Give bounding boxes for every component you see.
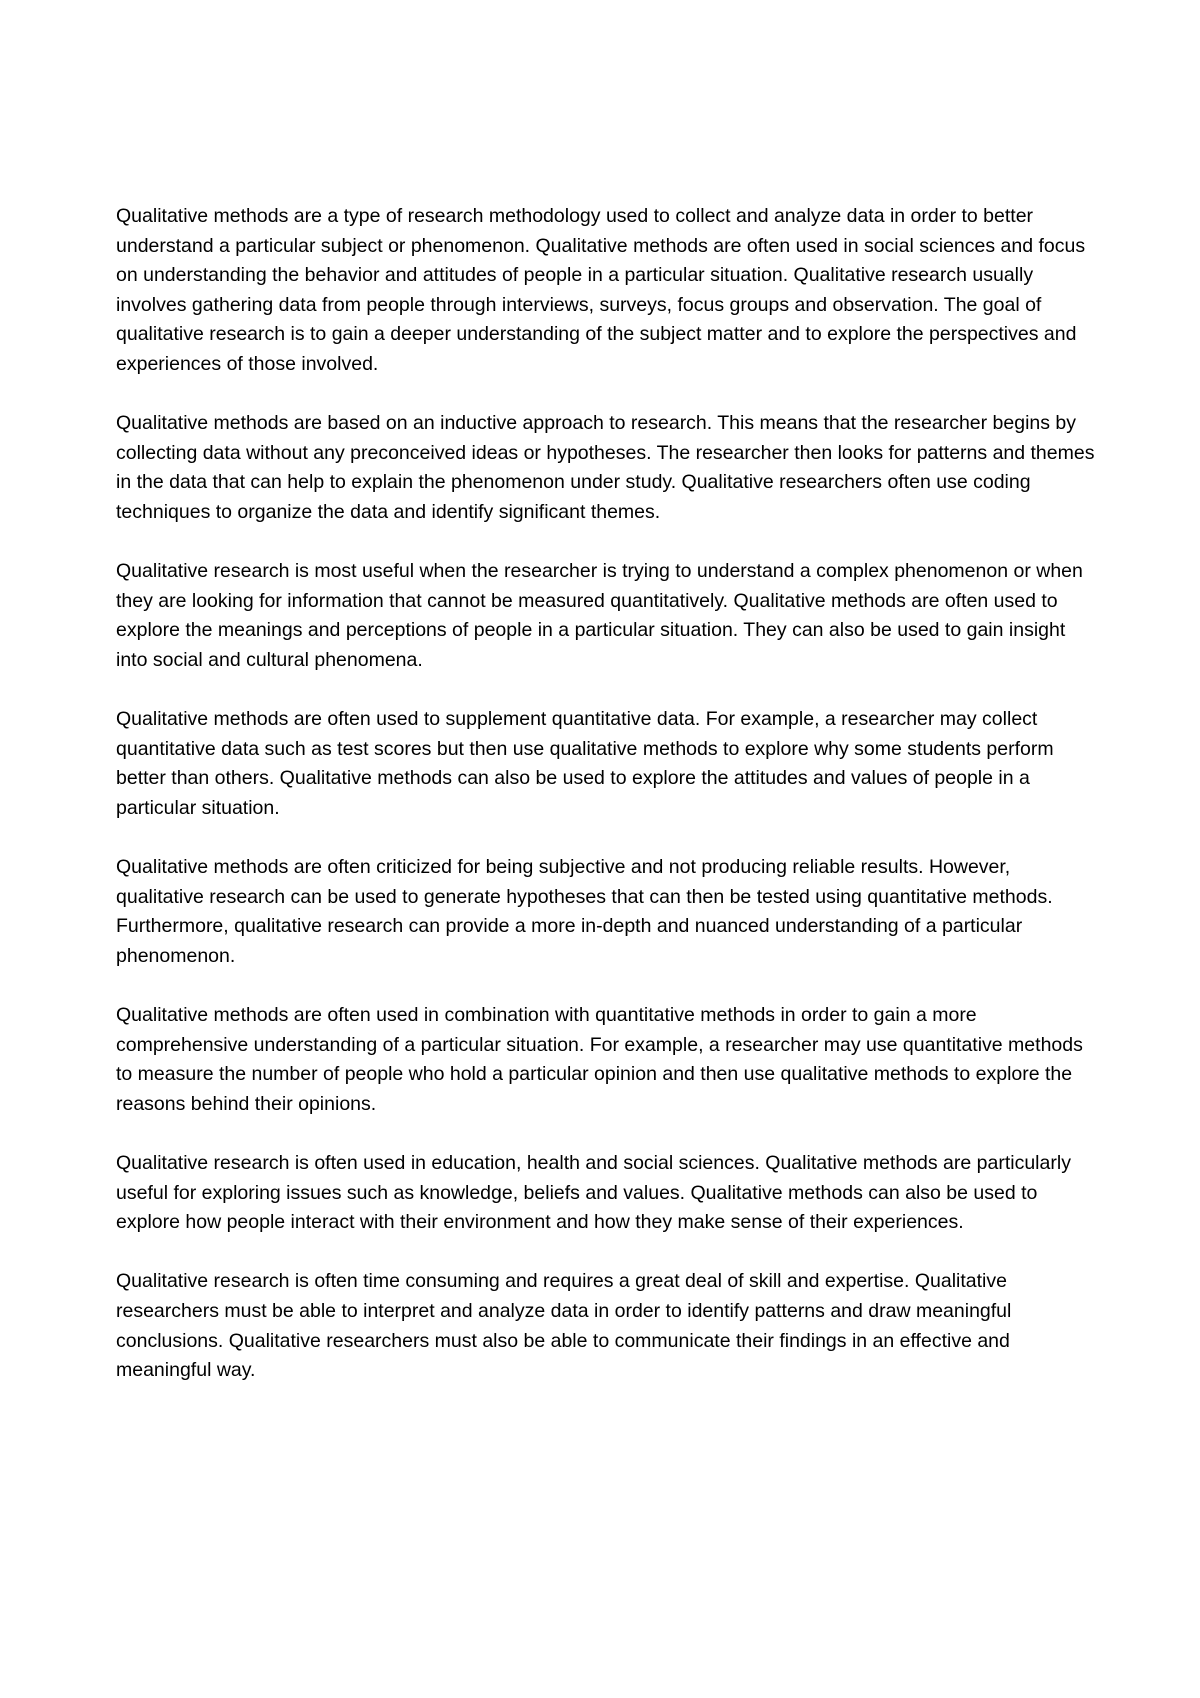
paragraph-6: Qualitative methods are often used in combination with quantitative methods in order to gain a more comprehensive understanding of a particular situation. For example, a researcher may use quantitative methods to measure the number of people who hold a particular opinion and then use qualitative methods to explore the reasons behind their opinions. [116,1004,1083,1115]
paragraph-8: Qualitative research is often time consuming and requires a great deal of skill and expertise. Qualitative researchers must be able to interpret and analyze data in order to identify patterns and draw meaningful conclusions. Qualitative researchers must also be able to communicate their findings in an effective and meaningful way. [116,1270,1012,1382]
paragraph-2: Qualitative methods are based on an inductive approach to research. This means that the researcher begins by collecting data without any preconceived ideas or hypotheses. The researcher then looks for patterns and themes in the data that can help to explain the phenomenon under study. Qualitative researchers often use coding techniques to organize the data and identify significant themes. [116,412,1095,523]
paragraph-7: Qualitative research is often used in education, health and social sciences. Qualitative methods are particularly useful for exploring issues such as knowledge, beliefs and values. Qualitative methods can also be used to explore how people interact with their environment and how they make sense of their experiences. [116,1152,1071,1234]
document-body [116,202,1102,1386]
paragraph-3: Qualitative research is most useful when the researcher is trying to understand a complex phenomenon or when they are looking for information that cannot be measured quantitatively. Qualitative methods are often used to explore the meanings and perceptions of people in a particular situation. They can also be used to gain insight into social and cultural phenomena. [116,560,1083,671]
paragraph-5: Qualitative methods are often criticized for being subjective and not producing reliable results. However, qualitative research can be used to generate hypotheses that can then be tested using quantitative methods. Furthermore, qualitative research can provide a more in-depth and nuanced understanding of a particular phenomenon. [116,856,1053,967]
paragraph-4: Qualitative methods are often used to supplement quantitative data. For example, a researcher may collect quantitative data such as test scores but then use qualitative methods to explore why some students perform better than others. Qualitative methods can also be used to explore the attitudes and values of people in a particular situation. [116,708,1054,819]
paragraph-1: Qualitative methods are a type of research methodology used to collect and analyze data in order to better understand a particular subject or phenomenon. Qualitative methods are often used in social sciences and focus on understanding the behavior and attitudes of people in a particular situation. Qualitative research usually involves gathering data from people through interviews, surveys, focus groups and observation. The goal of qualitative research is to gain a deeper understanding of the subject matter and to explore the perspectives and experiences of those involved. [116,205,1086,375]
